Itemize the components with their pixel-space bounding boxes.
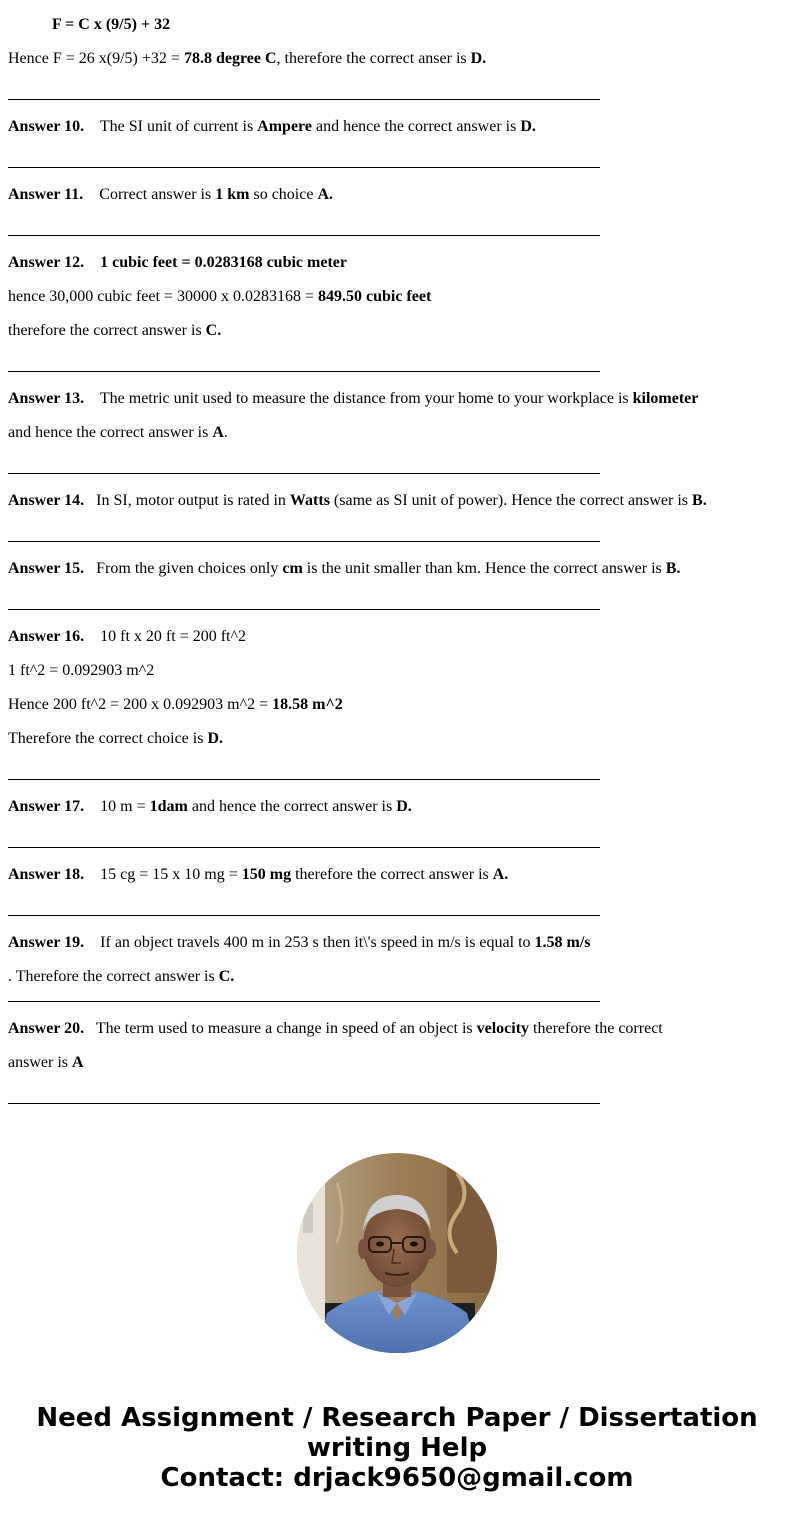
answer-16-line2: 1 ft^2 = 0.092903 m^2 [8, 662, 155, 679]
answer-13-line2: and hence the correct answer is A. [8, 424, 228, 441]
divider [8, 609, 600, 610]
divider [8, 541, 600, 542]
answer-20: Answer 20. The term used to measure a change in speed of an object is velocity therefore the correct [8, 1020, 663, 1037]
answer-18: Answer 18. 15 cg = 15 x 10 mg = 150 mg therefore the correct answer is A. [8, 866, 509, 883]
portrait-image [297, 1153, 497, 1353]
answer-14: Answer 14. In SI, motor output is rated in Watts (same as SI unit of power). Hence the correct answer is B. [8, 492, 707, 509]
divider [8, 167, 600, 168]
answer-10: Answer 10. The SI unit of current is Ampere and hence the correct answer is D. [8, 118, 536, 135]
answer-16: Answer 16. 10 ft x 20 ft = 200 ft^2 [8, 628, 247, 645]
answer-20-line2: answer is A [8, 1054, 84, 1071]
answer-15: Answer 15. From the given choices only cm is the unit smaller than km. Hence the correct answer is B. [8, 560, 681, 577]
divider [8, 1103, 600, 1104]
banner-line-1: Need Assignment / Research Paper / Dissertation [36, 1403, 758, 1433]
divider [8, 99, 600, 100]
answer-19: Answer 19. If an object travels 400 m in 253 s then it\'s speed in m/s is equal to 1.58 m/s [8, 934, 591, 951]
divider [8, 371, 600, 372]
answer-12: Answer 12. 1 cubic feet = 0.0283168 cubic meter [8, 254, 347, 271]
hence-line: Hence F = 26 x(9/5) +32 = 78.8 degree C, therefore the correct anser is D. [8, 50, 487, 67]
divider [8, 235, 600, 236]
answer-13: Answer 13. The metric unit used to measure the distance from your home to your workplace is kilometer [8, 390, 699, 407]
answer-16-line3: Hence 200 ft^2 = 200 x 0.092903 m^2 = 18.58 m^2 [8, 696, 343, 713]
answer-19-line2: . Therefore the correct answer is C. [8, 968, 235, 985]
answer-17: Answer 17. 10 m = 1dam and hence the correct answer is D. [8, 798, 412, 815]
answer-16-line4: Therefore the correct choice is D. [8, 730, 223, 747]
answer-12-line2: hence 30,000 cubic feet = 30000 x 0.0283168 = 849.50 cubic feet [8, 288, 432, 305]
answer-11: Answer 11. Correct answer is 1 km so choice A. [8, 186, 334, 203]
divider [8, 915, 600, 916]
author-avatar [297, 1153, 497, 1353]
divider [8, 847, 600, 848]
answer-12-line3: therefore the correct answer is C. [8, 322, 222, 339]
divider [8, 473, 600, 474]
contact-email: Contact: drjack9650@gmail.com [160, 1463, 634, 1493]
contact-banner [0, 1403, 794, 1493]
formula-line: F = C x (9/5) + 32 [52, 16, 171, 33]
banner-line-2: writing Help [306, 1433, 488, 1463]
divider [8, 779, 600, 780]
divider [8, 1001, 600, 1002]
